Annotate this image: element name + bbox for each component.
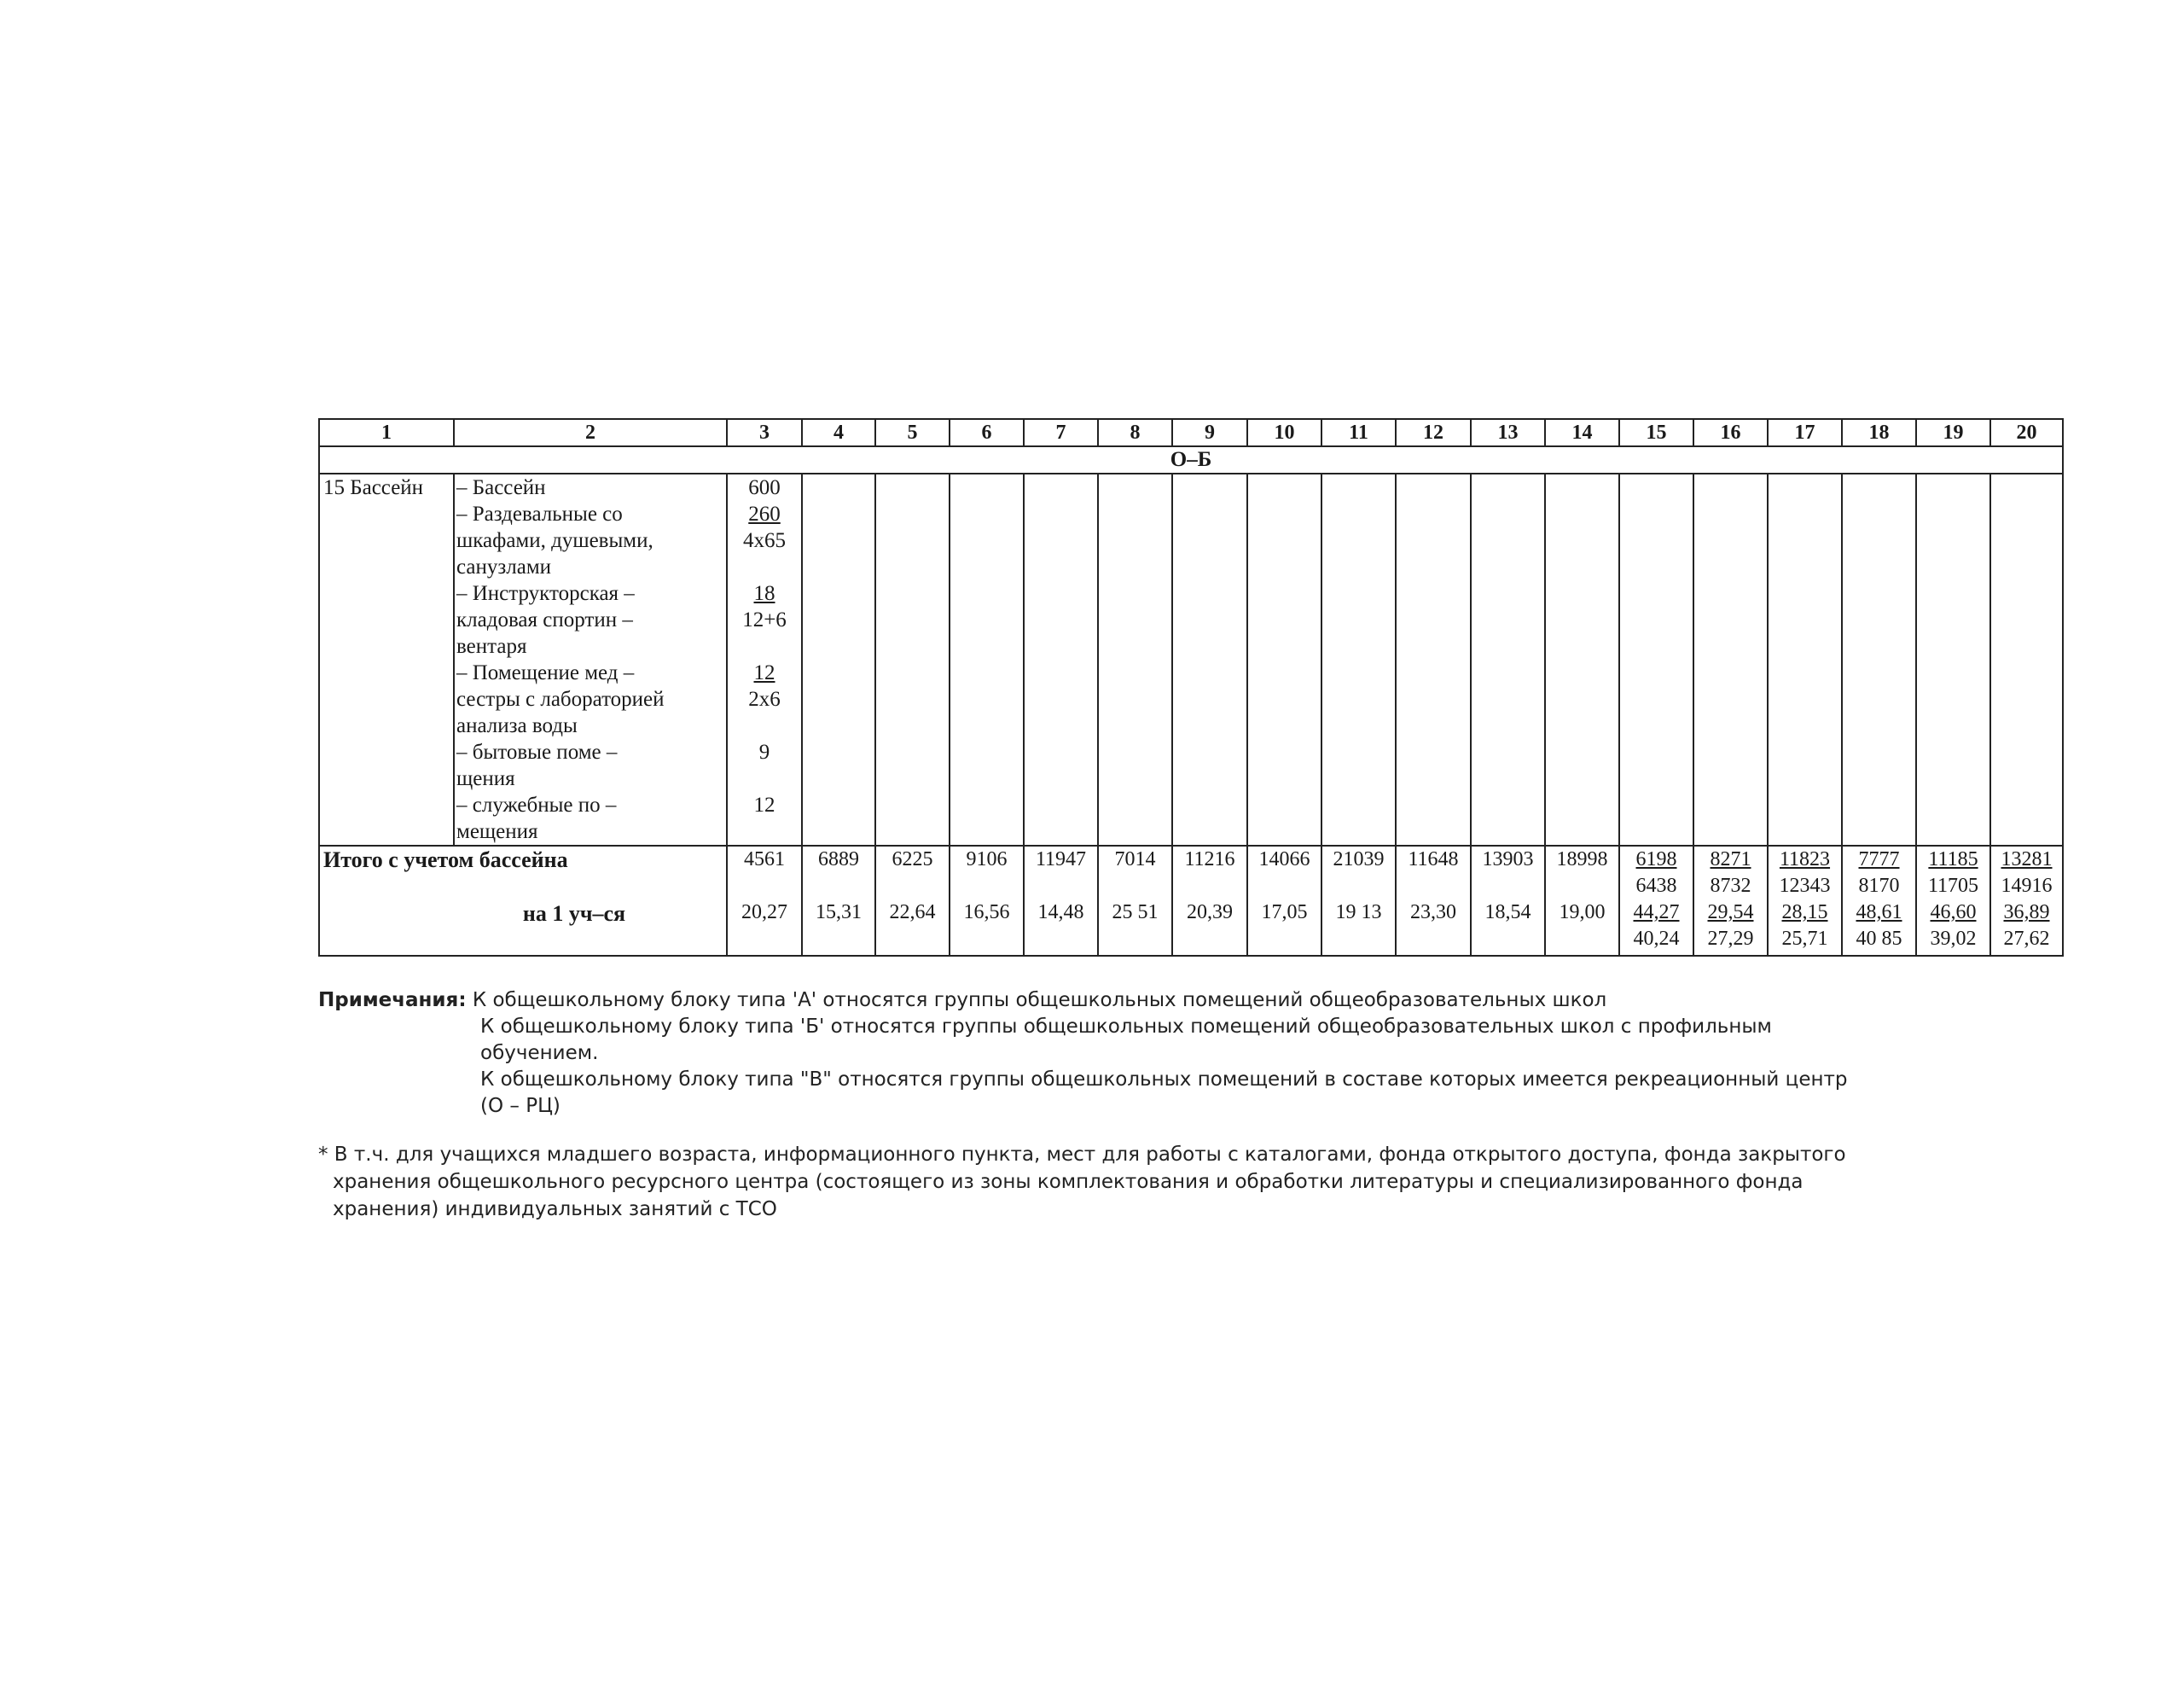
per-student-value-2: 39,02 [1930, 928, 1977, 950]
notes-line: К общешкольному блоку типа 'А' относятся группы общешкольных помещений общеобразовательных школ [472, 989, 1607, 1011]
total-cell [950, 846, 1024, 956]
header-cell: 15 [1619, 419, 1693, 446]
list-item: щения [456, 767, 515, 790]
per-student-value-2 [1248, 926, 1321, 952]
total-value: 14066 [1258, 848, 1310, 870]
empty-cell [1693, 474, 1768, 846]
per-student-value-2: 40 85 [1856, 928, 1902, 950]
list-item: 12 [753, 794, 775, 817]
header-cell: 12 [1396, 419, 1471, 446]
total-value: 7014 [1114, 848, 1156, 870]
total-value: 13903 [1482, 848, 1534, 870]
per-student-value-2: 27,62 [2003, 928, 2050, 950]
data-table [318, 418, 2064, 957]
per-student-value: 19,00 [1559, 901, 1606, 923]
list-item [728, 818, 801, 845]
total-row [319, 846, 2063, 956]
total-value: 11216 [1184, 848, 1235, 870]
per-student-value: 46,60 [1930, 901, 1977, 923]
per-student-value: 20,27 [741, 901, 787, 923]
empty-cell [1172, 474, 1247, 846]
total-value-2 [1248, 873, 1321, 899]
header-cell: 1 [319, 419, 454, 446]
total-value-2 [1173, 873, 1246, 899]
list-item: 18 [753, 582, 775, 605]
pool-row [319, 474, 2063, 846]
per-student-value-2 [1025, 926, 1097, 952]
list-item: 4x65 [743, 529, 786, 552]
total-value: 6225 [892, 848, 933, 870]
per-student-value-2 [876, 926, 949, 952]
list-item: – Помещение мед – [456, 661, 635, 684]
per-student-value-2 [950, 926, 1023, 952]
list-item: мещения [456, 820, 538, 843]
empty-cell [1098, 474, 1172, 846]
header-cell: 9 [1172, 419, 1247, 446]
per-student-value-2 [803, 926, 874, 952]
empty-cell [1471, 474, 1545, 846]
per-student-value-2 [1397, 926, 1470, 952]
total-cell [802, 846, 875, 956]
empty-cell [1768, 474, 1842, 846]
per-student-value-2 [1173, 926, 1246, 952]
per-student-value: 29,54 [1707, 901, 1754, 923]
total-value: 6198 [1635, 848, 1677, 870]
total-cell [875, 846, 950, 956]
list-item: – Инструкторская – [456, 582, 635, 605]
per-student-value: 44,27 [1633, 901, 1680, 923]
section-title: О–Б [319, 446, 2063, 474]
list-item: санузлами [456, 556, 552, 579]
list-item: 12+6 [742, 608, 787, 631]
header-cell: 11 [1321, 419, 1396, 446]
total-value: 8271 [1710, 848, 1751, 870]
header-cell: 17 [1768, 419, 1842, 446]
list-item [728, 554, 801, 580]
header-cell: 4 [802, 419, 875, 446]
total-cell [1768, 846, 1842, 956]
pool-number-label: 15 Бассейн [323, 476, 424, 499]
total-cell [1619, 846, 1693, 956]
list-item: кладовая спортин – [456, 608, 633, 631]
total-cell [727, 846, 802, 956]
total-value-2 [1472, 873, 1544, 899]
list-item: 600 [748, 476, 781, 499]
footnote-line: хранения) индивидуальных занятий с ТСО [333, 1198, 777, 1220]
total-cell [1471, 846, 1545, 956]
header-cell: 5 [875, 419, 950, 446]
total-label: Итого с учетом бассейна [323, 847, 568, 872]
per-student-value: 18,54 [1484, 901, 1531, 923]
total-cell [1842, 846, 1916, 956]
pool-items-cell [454, 474, 727, 846]
footnote-line: * В т.ч. для учащихся младшего возраста, информационного пункта, мест для работы с каталогами, фонда открытого доступа, фонда закрытого [318, 1144, 1846, 1166]
header-cell: 16 [1693, 419, 1768, 446]
list-item: 260 [748, 503, 781, 526]
total-value: 11648 [1408, 848, 1459, 870]
per-student-value-2 [1472, 926, 1544, 952]
total-cell [1172, 846, 1247, 956]
per-student-label: на 1 уч–ся [522, 901, 626, 926]
header-cell: 20 [1990, 419, 2063, 446]
total-value: 4561 [744, 848, 785, 870]
list-item: – Раздевальные со [456, 503, 623, 526]
total-value-2 [950, 873, 1023, 899]
header-cell: 19 [1916, 419, 1990, 446]
notes-line: К общешкольному блоку типа "В" относятся группы общешкольных помещений в составе которых имеется рекреационный центр [480, 1068, 1848, 1091]
total-value-2 [1397, 873, 1470, 899]
footnote-block [318, 1141, 2110, 1223]
notes-line: К общешкольному блоку типа 'Б' относятся группы общешкольных помещений общеобразовательных школ с профильным [480, 1016, 1772, 1038]
total-cell [1693, 846, 1768, 956]
header-cell: 2 [454, 419, 727, 446]
list-item: 12 [753, 661, 775, 684]
header-cell: 6 [950, 419, 1024, 446]
empty-cell [1396, 474, 1471, 846]
total-value-2 [1322, 873, 1395, 899]
per-student-value: 19 13 [1335, 901, 1382, 923]
list-item: 2x6 [748, 688, 781, 711]
empty-cell [1842, 474, 1916, 846]
total-cell [1321, 846, 1396, 956]
per-student-value-2 [1546, 926, 1618, 952]
per-student-value-2: 25,71 [1781, 928, 1828, 950]
total-cell [1098, 846, 1172, 956]
notes-label: Примечания: [318, 989, 467, 1011]
total-cell [1990, 846, 2063, 956]
total-value-2: 6438 [1635, 875, 1677, 897]
notes-line: (О – РЦ) [480, 1095, 561, 1117]
list-item: сестры с лабораторией [456, 688, 665, 711]
notes-line: обучением. [480, 1042, 599, 1064]
per-student-value: 14,48 [1037, 901, 1084, 923]
empty-cell [1990, 474, 2063, 846]
total-value: 18998 [1556, 848, 1608, 870]
header-cell: 8 [1098, 419, 1172, 446]
list-item [728, 765, 801, 792]
list-item: – Бассейн [456, 476, 546, 499]
empty-cell [1024, 474, 1098, 846]
per-student-value: 23,30 [1410, 901, 1456, 923]
total-value-2 [1099, 873, 1171, 899]
total-value-2 [728, 873, 801, 899]
list-item: – бытовые поме – [456, 741, 618, 764]
list-item: анализа воды [456, 714, 578, 737]
data-table-wrapper [318, 418, 2053, 956]
empty-cell [875, 474, 950, 846]
empty-cell [1916, 474, 1990, 846]
header-cell: 13 [1471, 419, 1545, 446]
section-row [319, 446, 2063, 474]
per-student-value: 16,56 [963, 901, 1010, 923]
footnote-line: хранения общешкольного ресурсного центра (состоящего из зоны комплектования и обработки литературы и специализированного фонда [333, 1171, 1804, 1193]
per-student-value-2: 27,29 [1707, 928, 1754, 950]
list-item: шкафами, душевыми, [456, 529, 653, 552]
empty-cell [1619, 474, 1693, 846]
per-student-value: 20,39 [1187, 901, 1233, 923]
total-value-2: 8170 [1858, 875, 1900, 897]
notes-block [318, 987, 2110, 1120]
per-student-value: 17,05 [1261, 901, 1308, 923]
total-value: 11947 [1035, 848, 1087, 870]
total-value: 11185 [1928, 848, 1978, 870]
per-student-value-2: 40,24 [1633, 928, 1680, 950]
list-item: – служебные по – [456, 794, 617, 817]
empty-cell [950, 474, 1024, 846]
total-value-2: 12343 [1779, 875, 1831, 897]
total-cell [1916, 846, 1990, 956]
list-item [728, 633, 801, 660]
total-value-2: 8732 [1710, 875, 1751, 897]
total-cell [1545, 846, 1619, 956]
empty-cell [802, 474, 875, 846]
total-cell [1024, 846, 1098, 956]
total-value: 21039 [1333, 848, 1385, 870]
empty-cell [1545, 474, 1619, 846]
pool-items-list [455, 474, 726, 845]
header-cell: 10 [1247, 419, 1321, 446]
total-cell [1247, 846, 1321, 956]
pool-values-cell [727, 474, 802, 846]
total-cell [1396, 846, 1471, 956]
per-student-value: 48,61 [1856, 901, 1902, 923]
header-cell: 7 [1024, 419, 1098, 446]
pool-values-list [728, 474, 801, 845]
list-item [728, 713, 801, 739]
total-label-cell [319, 846, 727, 956]
per-student-value: 22,64 [889, 901, 936, 923]
total-value: 9106 [966, 848, 1008, 870]
total-value-2 [1546, 873, 1618, 899]
total-value: 11823 [1779, 848, 1831, 870]
per-student-value-2 [1099, 926, 1171, 952]
total-value: 6889 [818, 848, 859, 870]
list-item: вентаря [456, 635, 527, 658]
per-student-value-2 [728, 926, 801, 952]
per-student-value: 28,15 [1781, 901, 1828, 923]
header-row [319, 419, 2063, 446]
per-student-value: 15,31 [816, 901, 862, 923]
header-cell: 18 [1842, 419, 1916, 446]
pool-number-cell [319, 474, 454, 846]
total-value: 13281 [2001, 848, 2053, 870]
per-student-value: 36,89 [2003, 901, 2050, 923]
total-value-2: 14916 [2001, 875, 2053, 897]
total-value: 7777 [1858, 848, 1900, 870]
per-student-value: 25 51 [1112, 901, 1159, 923]
header-cell: 14 [1545, 419, 1619, 446]
per-student-value-2 [1322, 926, 1395, 952]
empty-cell [1321, 474, 1396, 846]
list-item: 9 [758, 741, 770, 764]
empty-cell [1247, 474, 1321, 846]
total-value-2 [876, 873, 949, 899]
total-value-2 [1025, 873, 1097, 899]
total-value-2 [803, 873, 874, 899]
header-cell: 3 [727, 419, 802, 446]
total-value-2: 11705 [1927, 875, 1979, 897]
